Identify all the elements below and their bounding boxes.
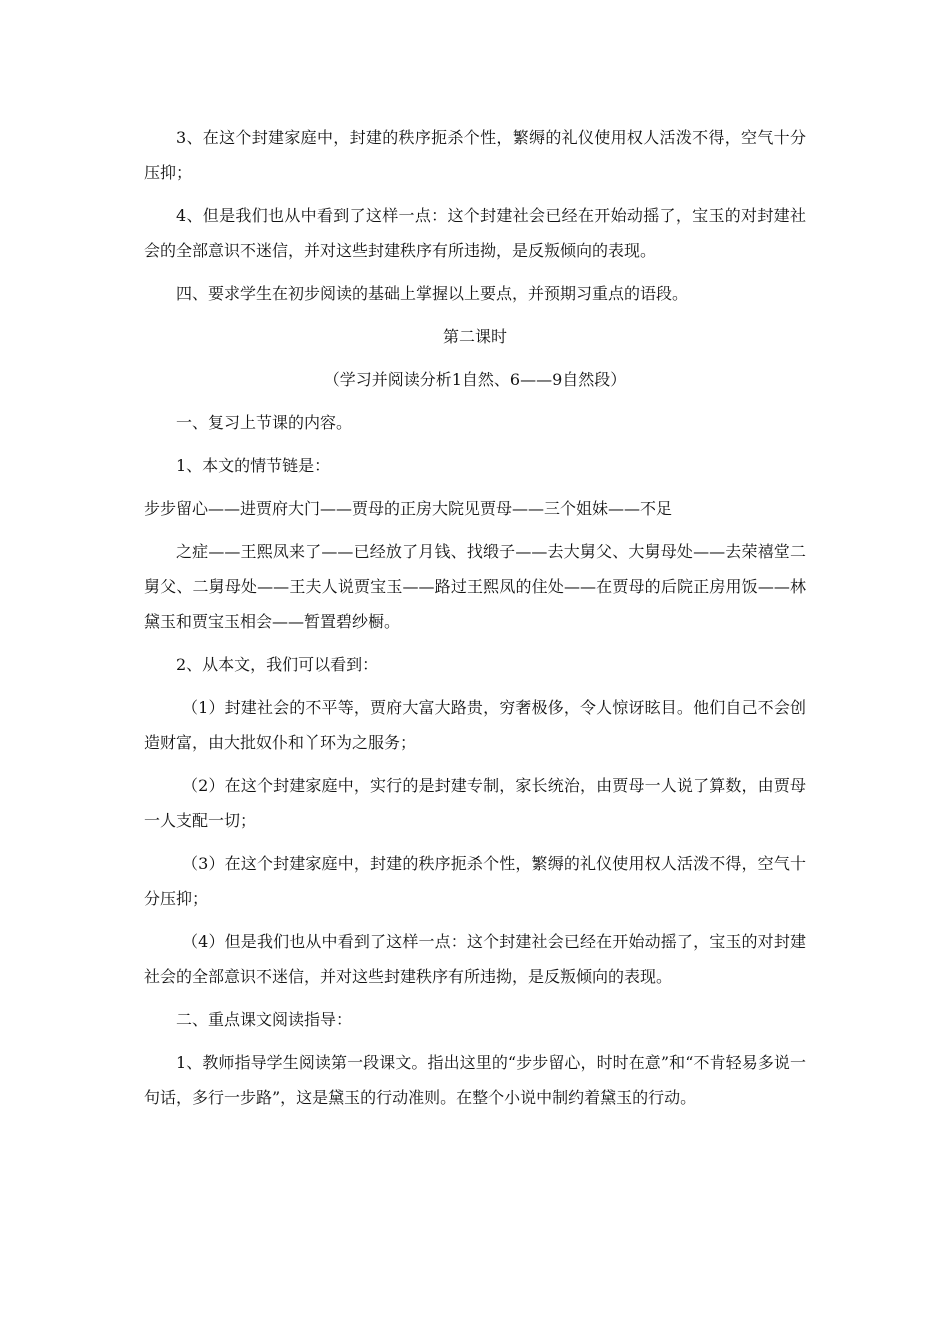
paragraph-observation-heading: 2、从本文，我们可以看到： [176,655,379,674]
paragraph-section-4: 四、要求学生在初步阅读的基础上掌握以上要点，并预期习重点的语段。 [176,284,689,303]
paragraph-reading-guide-1: 1、教师指导学生阅读第一段课文。指出这里的“步步留心，时时在意”和“不肯轻易多说一句话，多行一步路”，这是黛玉的行动准则。在整个小说中制约着黛玉的行动。 [144,1053,806,1107]
paragraph-observation-3: （3）在这个封建家庭中，封建的秩序扼杀个性，繁缛的礼仪使用权人活泼不得，空气十分压抑； [144,854,806,908]
paragraph-plot-chain-line-2: 之症——王熙凤来了——已经放了月钱、找缎子——去大舅父、大舅母处——去荣禧堂二舅父、二舅母处——王夫人说贾宝玉——路过王熙凤的住处——在贾母的后院正房用饭——林黛玉和贾宝玉相会——暂置碧纱橱。 [144,542,806,631]
paragraph-point-4: 4、但是我们也从中看到了这样一点：这个封建社会已经在开始动摇了，宝玉的对封建社会的全部意识不迷信，并对这些封建秩序有所违拗，是反叛倾向的表现。 [144,206,806,260]
paragraph-plot-chain-heading: 1、本文的情节链是： [176,456,331,475]
lesson-title: 第二课时 [442,327,507,346]
paragraph-point-3: 3、在这个封建家庭中，封建的秩序扼杀个性，繁缛的礼仪使用权人活泼不得，空气十分压抑； [144,128,806,182]
paragraph-observation-2: （2）在这个封建家庭中，实行的是封建专制，家长统治，由贾母一人说了算数，由贾母一人支配一切； [144,776,806,830]
document-body [144,120,806,1115]
paragraph-observation-1: （1）封建社会的不平等，贾府大富大路贵，穷奢极侈，令人惊讶眩目。他们自己不会创造财富，由大批奴仆和丫环为之服务； [144,698,806,752]
lesson-subtitle: （学习并阅读分析1自然、6——9自然段） [323,370,627,389]
paragraph-observation-4: （4）但是我们也从中看到了这样一点：这个封建社会已经在开始动摇了，宝玉的对封建社会的全部意识不迷信，并对这些封建秩序有所违拗，是反叛倾向的表现。 [144,932,806,986]
paragraph-reading-guide-heading: 二、重点课文阅读指导： [176,1010,353,1029]
paragraph-review-heading: 一、复习上节课的内容。 [176,413,353,432]
paragraph-plot-chain-line-1: 步步留心——进贾府大门——贾母的正房大院见贾母——三个姐妹——不足 [144,499,673,518]
